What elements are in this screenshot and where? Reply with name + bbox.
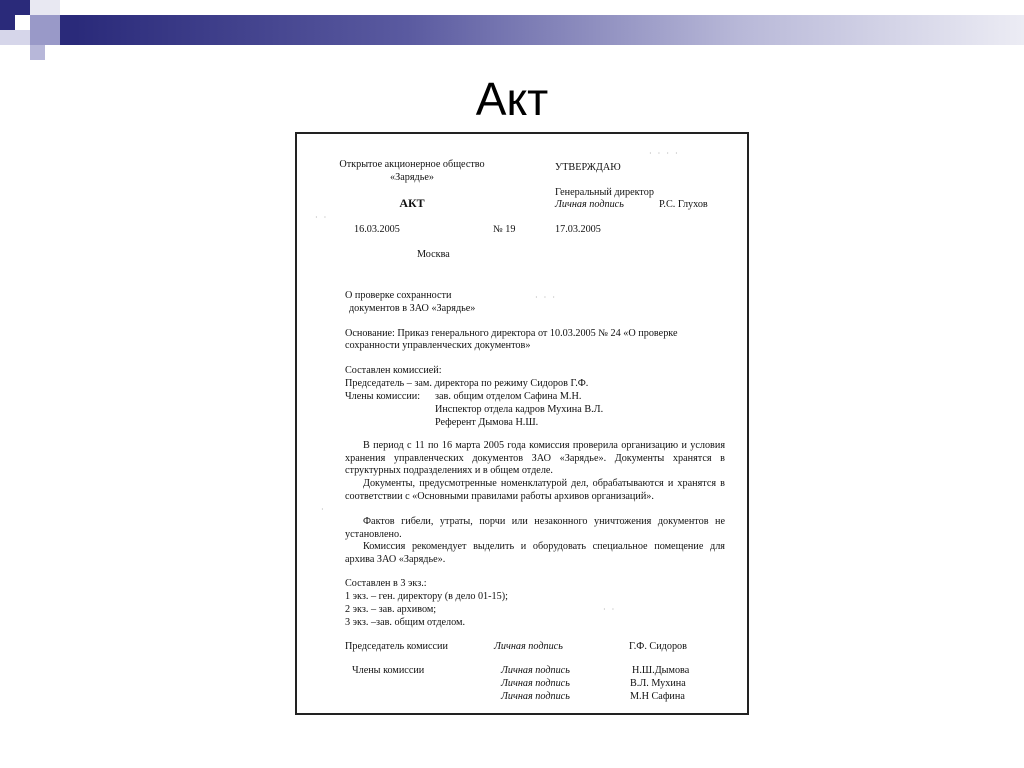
slide-title: Акт: [475, 73, 549, 125]
scan-noise: · ·: [603, 605, 617, 614]
scan-noise: · · · ·: [649, 149, 680, 158]
sign-member3-signature: Личная подпись: [501, 691, 570, 702]
copy-3: 3 экз. –зав. общим отделом.: [345, 617, 466, 628]
members-label: Члены комиссии:: [345, 391, 421, 402]
decor-square: [60, 15, 75, 45]
doc-type: АКТ: [399, 196, 425, 210]
member-1: зав. общим отделом Сафина М.Н.: [435, 391, 582, 402]
commission-header: Составлен комиссией:: [345, 365, 442, 376]
approve-name: Р.С. Глухов: [659, 199, 708, 210]
basis-line1: Основание: Приказ генерального директора от 10.03.2005 № 24 «О проверке: [345, 328, 678, 339]
approve-position: Генеральный директор: [555, 187, 654, 198]
scanned-document: [295, 132, 749, 715]
doc-date: 16.03.2005: [354, 224, 400, 235]
body-paragraph-2: Документы, предусмотренные номенклатурой дел, обрабатываются и хранятся в соответствии с «Основными правилами работы архивов организаций».: [345, 478, 725, 502]
title-gradient-bar: [75, 15, 1024, 45]
body-paragraph-4: Комиссия рекомендует выделить и оборудовать специальное помещение для архива ЗАО «Зарядье».: [345, 541, 725, 565]
member-2: Инспектор отдела кадров Мухина В.Л.: [435, 404, 604, 415]
body-paragraph-3: Фактов гибели, утраты, порчи или незаконного уничтожения документов не установлено.: [345, 516, 725, 540]
sign-member1-signature: Личная подпись: [501, 665, 570, 676]
sign-member3-name: М.Н Сафина: [630, 691, 685, 702]
member-3: Референт Дымова Н.Ш.: [435, 417, 539, 428]
org-name-line1: Открытое акционерное общество: [339, 159, 485, 170]
org-name-line2: «Зарядье»: [390, 172, 434, 183]
chairman-line: Председатель – зам. директора по режиму Сидоров Г.Ф.: [345, 378, 589, 389]
sign-chair-signature: Личная подпись: [494, 641, 563, 652]
sign-members-label: Члены комиссии: [352, 665, 425, 676]
decor-square: [0, 30, 30, 45]
copies-header: Составлен в 3 экз.:: [345, 578, 427, 589]
sign-member1-name: Н.Ш.Дымова: [632, 665, 690, 676]
sign-chair-label: Председатель комиссии: [345, 641, 448, 652]
scan-noise: ·: [321, 505, 326, 514]
sign-member2-signature: Личная подпись: [501, 678, 570, 689]
sign-member2-name: В.Л. Мухина: [630, 678, 686, 689]
doc-place: Москва: [417, 249, 450, 260]
decor-square: [30, 45, 45, 60]
decor-square: [30, 0, 60, 15]
doc-number: № 19: [493, 224, 516, 235]
body-paragraph-1: В период с 11 по 16 марта 2005 года комиссия проверила организацию и условия хранения управленческих документов ЗАО «Зарядье». Документы хранятся в структурных подразделениях и в общем отделе.: [345, 440, 725, 477]
copy-2: 2 экз. – зав. архивом;: [345, 604, 437, 615]
subject-line1: О проверке сохранности: [345, 290, 452, 301]
approve-date: 17.03.2005: [555, 224, 601, 235]
decor-square: [15, 15, 30, 30]
sign-chair-name: Г.Ф. Сидоров: [629, 641, 687, 652]
decor-square: [30, 15, 60, 45]
approve-signature: Личная подпись: [555, 199, 624, 210]
subject-line2: документов в ЗАО «Зарядье»: [349, 303, 476, 314]
scan-noise: · ·: [315, 213, 329, 222]
scan-noise: · · ·: [535, 293, 557, 302]
basis-line2: сохранности управленческих документов»: [345, 340, 531, 351]
approve-label: УТВЕРЖДАЮ: [555, 162, 621, 173]
copy-1: 1 экз. – ген. директору (в дело 01-15);: [345, 591, 508, 602]
